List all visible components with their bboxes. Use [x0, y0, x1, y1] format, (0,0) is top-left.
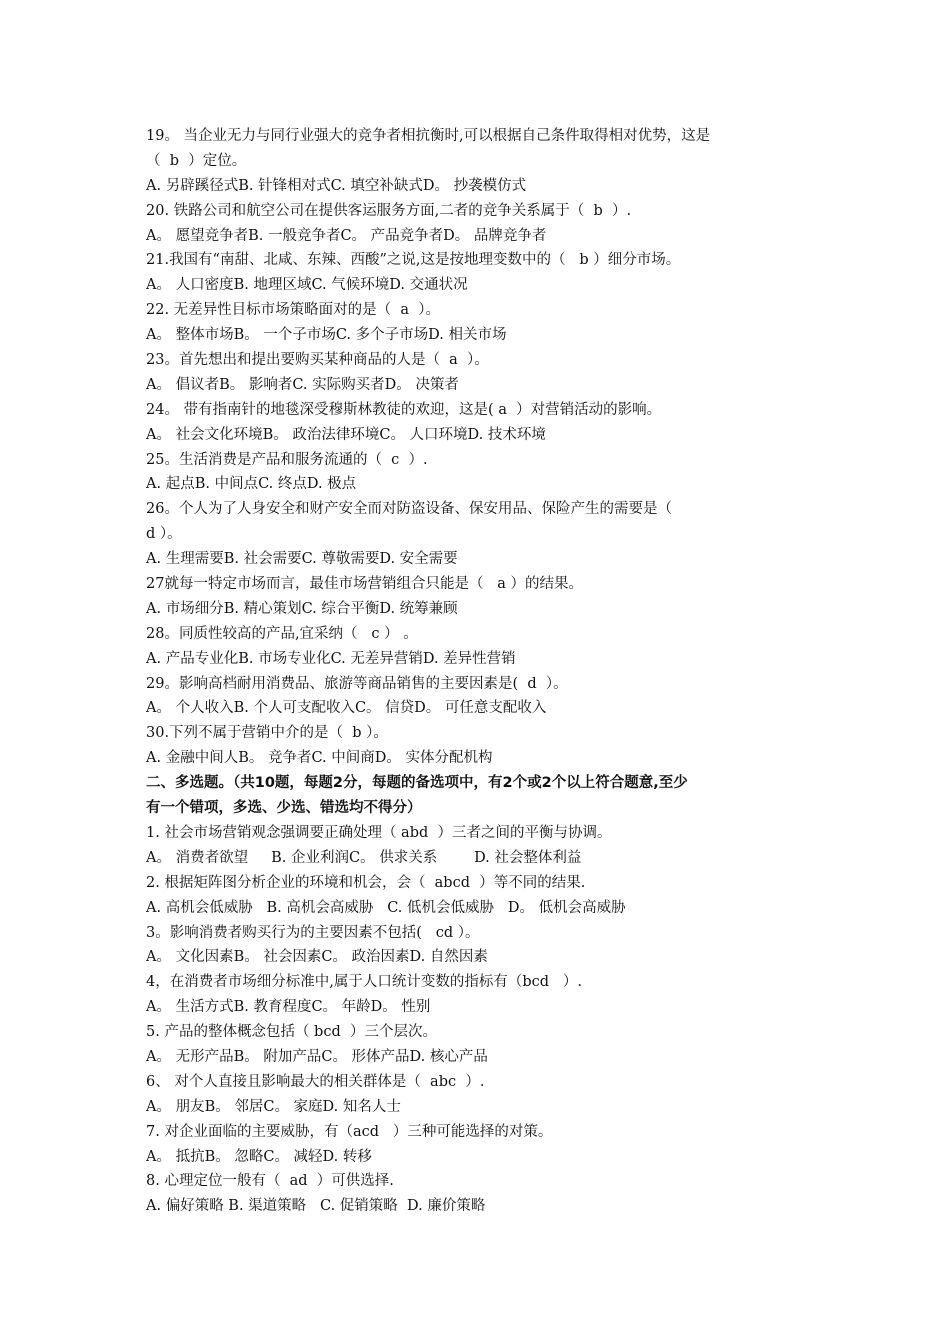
question-text-line: 24。 带有指南针的地毯深受穆斯林教徒的欢迎，这是( a ）对营销活动的影响。 [146, 401, 662, 418]
question-text-line: A。 个人收入B. 个人可支配收入C。 信贷D。 可任意支配收入 [146, 700, 547, 717]
question-text-line: A. 产品专业化B. 市场专业化C. 无差异营销D. 差异性营销 [146, 650, 516, 667]
question-text-line: 30.下列不属于营销中介的是（ b ）。 [146, 725, 388, 742]
question-text-line: A。 倡议者B。 影响者C. 实际购买者D。 决策者 [146, 376, 459, 393]
question-text-line: A。 愿望竞争者B. 一般竞争者C。 产品竞争者D。 品牌竞争者 [146, 227, 547, 244]
question-text-line: 8. 心理定位一般有（ ad ）可供选择. [146, 1173, 394, 1190]
question-text-line: 26。个人为了人身安全和财产安全而对防盗设备、保安用品、保险产生的需要是（ [146, 501, 672, 518]
question-text-line: A. 金融中间人B。 竞争者C. 中间商D。 实体分配机构 [146, 750, 493, 767]
question-text-line: 4，在消费者市场细分标准中,属于人口统计变数的指标有（bcd ）. [146, 974, 582, 991]
question-text-line: 22. 无差异性目标市场策略面对的是（ a ）。 [146, 302, 440, 319]
question-text-line: A. 另辟蹊径式B. 针锋相对式C. 填空补缺式D。 抄袭模仿式 [146, 177, 527, 194]
question-text-line: 5. 产品的整体概念包括（ bcd ）三个层次。 [146, 1024, 437, 1041]
question-text-line: A. 市场细分B. 精心策划C. 综合平衡D. 统筹兼顾 [146, 600, 458, 617]
question-text-line: （ b ）定位。 [146, 152, 247, 169]
section-heading-line: 二、多选题。（共10题，每题2分，每题的备选项中，有2个或2个以上符合题意,至少 [146, 775, 688, 792]
question-text-line: d ）。 [146, 526, 182, 543]
question-text-line: A。 抵抗B。 忽略C。 减轻D. 转移 [146, 1148, 372, 1165]
question-text-line: A。 消费者欲望 B. 企业利润C。 供求关系 D. 社会整体利益 [146, 849, 582, 866]
question-text-line: 28。同质性较高的产品,宜采纳（ c ） 。 [146, 625, 418, 642]
question-text-line: A. 起点B. 中间点C. 终点D. 极点 [146, 476, 357, 493]
question-text-line: A. 高机会低威胁 B. 高机会高威胁 C. 低机会低威胁 D。 低机会高威胁 [146, 899, 626, 916]
question-text-line: 6、 对个人直接且影响最大的相关群体是（ abc ）. [146, 1073, 485, 1090]
question-text-line: A. 生理需要B. 社会需要C. 尊敬需要D. 安全需要 [146, 551, 458, 568]
question-text-line: 1. 社会市场营销观念强调要正确处理（ abd ）三者之间的平衡与协调。 [146, 824, 612, 841]
section-heading-line: 有一个错项，多选、少选、错选均不得分） [146, 800, 422, 817]
question-text-line: 19。 当企业无力与同行业强大的竞争者相抗衡时,可以根据自己条件取得相对优势，这是 [146, 128, 711, 144]
question-text-line: A。 整体市场B。 一个子市场C. 多个子市场D. 相关市场 [146, 327, 507, 344]
question-text-line: A。 无形产品B。 附加产品C。 形体产品D. 核心产品 [146, 1048, 488, 1065]
question-text-line: 29。影响高档耐用消费品、旅游等商品销售的主要因素是( d ）。 [146, 675, 568, 692]
question-text-line: 25。生活消费是产品和服务流通的（ c ）. [146, 451, 428, 468]
question-text-line: 23。首先想出和提出要购买某种商品的人是（ a ）。 [146, 352, 489, 369]
question-text-line: 3。影响消费者购买行为的主要因素不包括( cd ）。 [146, 924, 480, 941]
question-text-line: 7. 对企业面临的主要威胁，有（acd ）三种可能选择的对策。 [146, 1123, 553, 1140]
question-text-line: A。 文化因素B。 社会因素C。 政治因素D. 自然因素 [146, 949, 488, 966]
question-text-line: A。 社会文化环境B。 政治法律环境C。 人口环境D. 技术环境 [146, 426, 546, 443]
question-text-line: A。 朋友B。 邻居C。 家庭D. 知名人士 [146, 1098, 401, 1115]
question-text-line: A. 偏好策略 B. 渠道策略 C. 促销策略 D. 廉价策略 [146, 1198, 486, 1215]
question-text-line: 2. 根据矩阵图分析企业的环境和机会，会（ abcd ）等不同的结果. [146, 874, 586, 891]
question-text-line: 27就每一特定市场而言，最佳市场营销组合只能是（ a ）的结果。 [146, 576, 584, 593]
question-text-line: 20. 铁路公司和航空公司在提供客运服务方面,二者的竞争关系属于（ b ）. [146, 202, 632, 219]
question-text-line: 21.我国有“南甜、北咸、东辣、西酸”之说,这是按地理变数中的（ b ）细分市场。 [146, 252, 681, 269]
question-text-line: A。 生活方式B. 教育程度C。 年龄D。 性别 [146, 999, 431, 1016]
question-text-line: A。 人口密度B. 地理区域C. 气候环境D. 交通状况 [146, 277, 468, 294]
question-list [146, 124, 810, 1219]
